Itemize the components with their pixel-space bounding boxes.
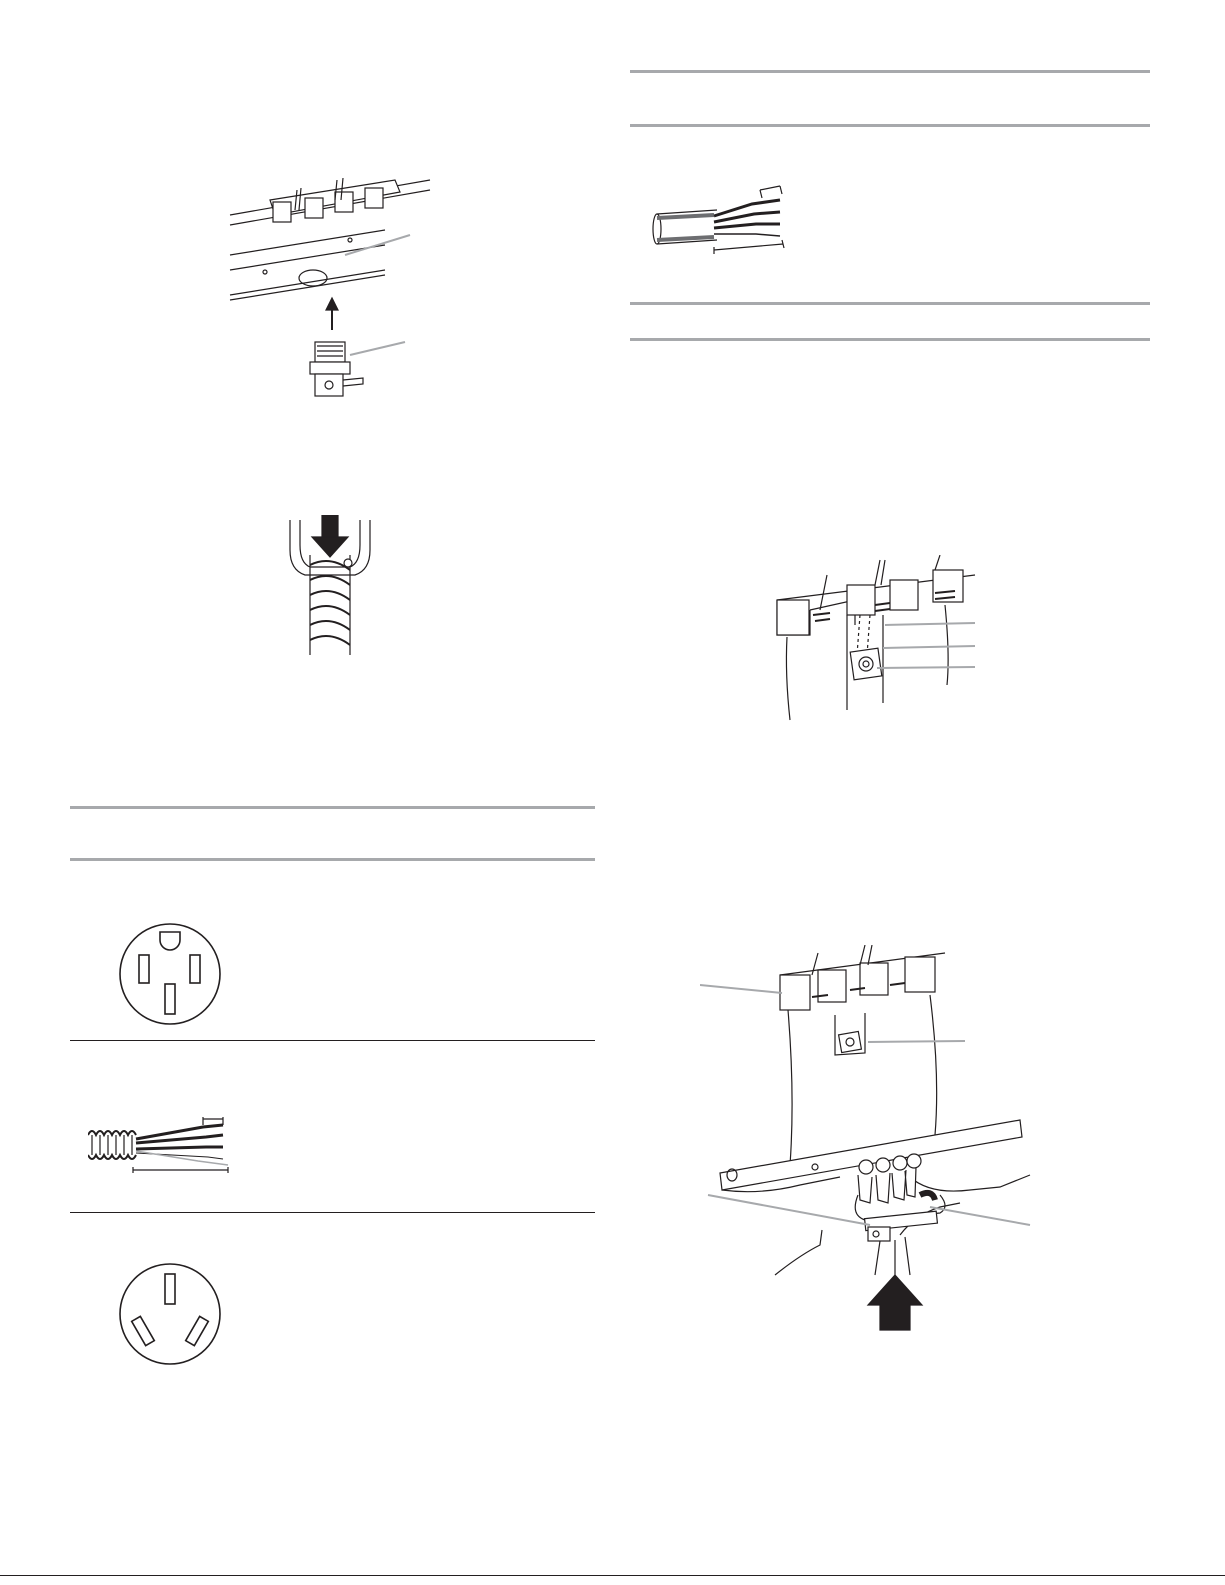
section-rule-right-top-1 — [630, 70, 1150, 73]
stripped-cable-wires-figure — [652, 182, 792, 262]
conduit-connector-figure — [225, 170, 440, 410]
stripped-conduit-wires-icon — [88, 1105, 238, 1175]
section-rule-right-top-2 — [630, 124, 1150, 127]
four-wire-receptacle-icon — [118, 922, 222, 1026]
page-bottom-rule — [0, 1575, 1225, 1576]
terminal-block-ground-icon — [775, 555, 985, 725]
conduit-clamp-icon — [280, 515, 380, 660]
four-wire-receptacle-figure — [118, 922, 222, 1026]
three-wire-receptacle-icon — [118, 1262, 222, 1366]
section-rule-right-mid-1 — [630, 302, 1150, 305]
section-rule-left-2 — [70, 858, 595, 861]
table-row-divider-2 — [70, 1212, 595, 1213]
section-rule-right-mid-2 — [630, 338, 1150, 341]
conduit-clamp-figure — [280, 515, 380, 660]
table-row-divider-1 — [70, 1040, 595, 1041]
conduit-connector-icon — [225, 170, 440, 410]
stripped-cable-wires-icon — [652, 182, 792, 262]
stripped-conduit-wires-figure — [88, 1105, 238, 1175]
section-rule-left-1 — [70, 806, 595, 809]
terminal-block-ground-figure — [775, 555, 985, 725]
terminal-block-install-figure — [700, 945, 1050, 1365]
three-wire-receptacle-figure — [118, 1262, 222, 1366]
terminal-block-install-icon — [700, 945, 1050, 1365]
